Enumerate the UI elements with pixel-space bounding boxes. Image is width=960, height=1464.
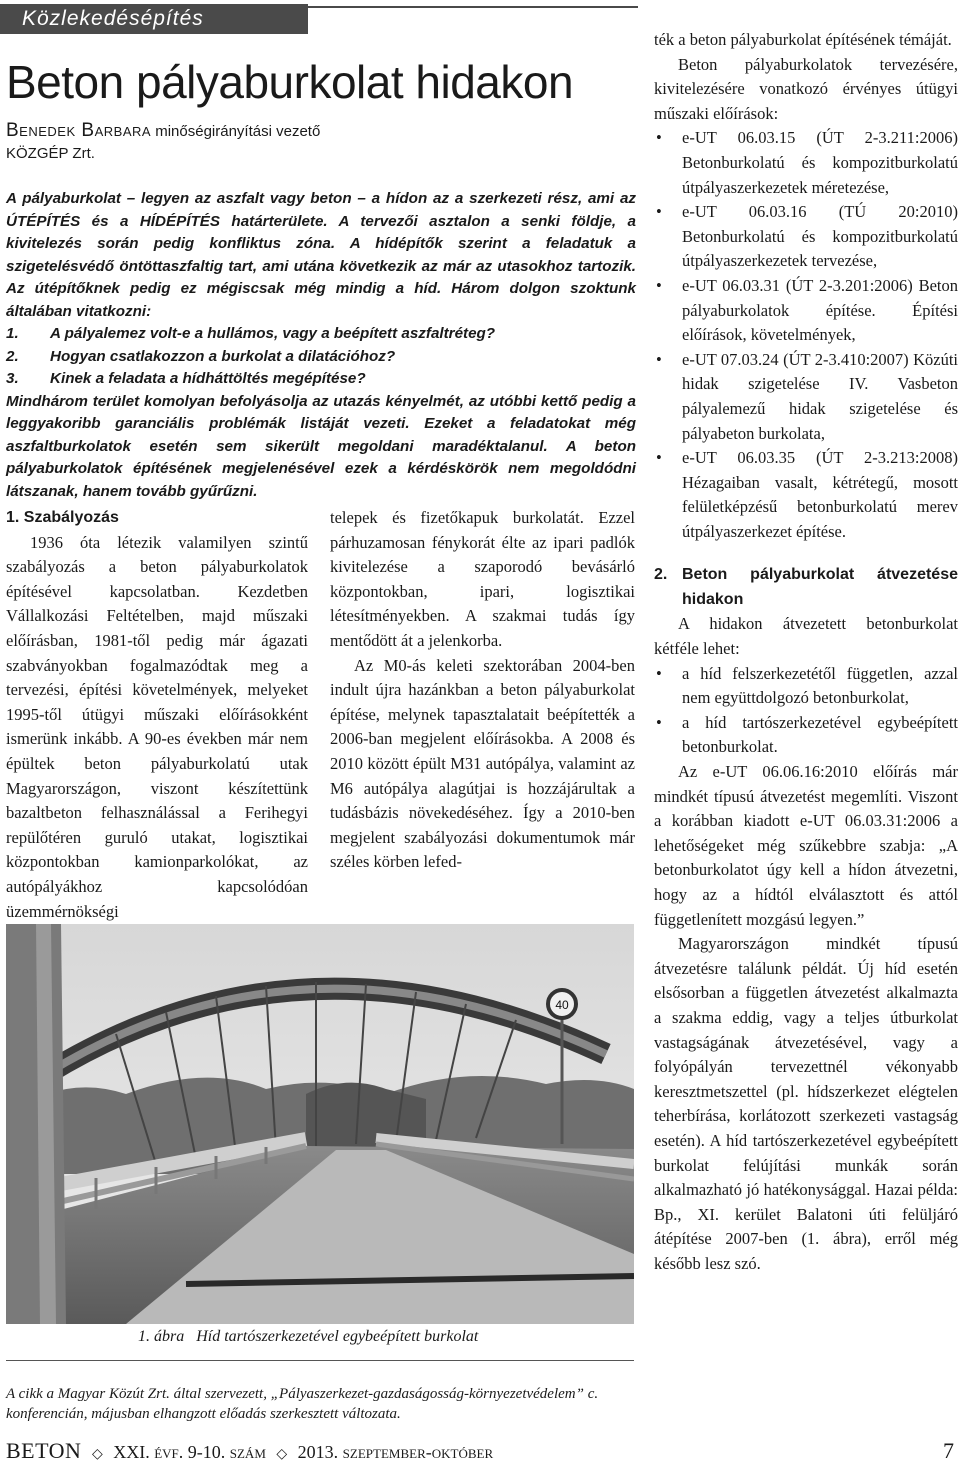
list-item: • e-UT 06.03.16 (TÚ 20:2010) Betonburkolatú és kompozitburkolatú útpályaszerkezetek tervezése, <box>654 200 958 274</box>
column-1 <box>6 506 308 924</box>
lead-intro: A pályaburkolat – legyen az aszfalt vagy beton – a hídon az a szerkezeti rész, ami az ÚTÉPÍTÉS és a HÍDÉPÍTÉS határterülete. A tervezői asztalon a senki földje, a kivitelezés során pedig konfliktus zóna. A hídépítők szerint a feladatuk a szigetelésvédő öntöttaszfaltig tart, ami utána következik az már az utasokhoz tartozik. Az útépítőknek pedig ez mégiscsak még mindig a híd. Három dolgon szoktunk általában vitatkozni: <box>6 190 636 320</box>
article-title: Beton pályaburkolat hidakon <box>6 56 574 108</box>
author-block <box>6 120 320 165</box>
lead-question: 1. A pályalemez volt-e a hullámos, vagy a beépített aszfaltréteg? <box>6 325 496 342</box>
issue-date: 2013. szeptember-október <box>297 1442 494 1462</box>
body-paragraph: telepek és fizetőkapuk burkolatát. Ezzel párhuzamosan fénykorát élte az ipari padlók kivitelezése a szaporodó bevásárló központokban, ipari, logisztikai létesítményekben. A szakmai tudás így mentődött át a jelenkorba. <box>330 508 635 650</box>
section-label: Közlekedésépítés <box>22 7 204 30</box>
section-heading-1: 1. Szabályozás <box>6 509 119 526</box>
body-paragraph: Az M0-ás keleti szektorában 2004-ben indult újra hazánkban a beton pályaburkolat építése, melynek tapasztalatait beépítették a 2006-ban megjelent előírásokba. A 2008 és 2010 között épült M31 autópálya, valamint az M6 autópálya alagútjai is hozzájárultak a tudásbázis növekedéséhez. Így a 2010-ben megjelent szabályozási dokumentumok már széles körben lefed- <box>330 655 635 872</box>
body-paragraph: Az e-UT 06.06.16:2010 előírás már mindkét típusú átvezetést megemlíti. Viszont a korábban kiadott e-UT 06.03.31:2006 a lehetőségeket még szűkebbre szabja: „A betonburkolatot úgy kell a hídon átvezetni, hogy az a hídtól elválasztott és attól függetlenített mozgású legyen.” <box>654 762 958 929</box>
bridge-photo <box>6 924 634 1324</box>
body-paragraph: ték a beton pályaburkolat építésének témáját. <box>654 30 952 49</box>
author-company: KÖZGÉP Zrt. <box>6 145 95 162</box>
body-paragraph: Beton pályaburkolatok tervezésére, kivitelezésére vonatkozó érvényes útügyi műszaki előírások: <box>654 54 958 123</box>
list-item: • a híd felszerkezetétől független, azzal nem együttdolgozó betonburkolat, <box>654 662 958 711</box>
sign-label: 40 <box>555 998 569 1012</box>
page-number: 7 <box>943 1438 954 1463</box>
page-footer <box>6 1438 493 1464</box>
list-item: • e-UT 06.03.35 (ÚT 2-3.213:2008) Hézagaiban vasalt, kétrétegű, mosott felületképzésű betonburkolatú merev útpályaszerkezet építése. <box>654 446 958 544</box>
column-3 <box>654 28 958 1277</box>
lead-question: 2. Hogyan csatlakozzon a burkolat a dilatációhoz? <box>6 347 396 365</box>
body-paragraph: A hidakon átvezetett betonburkolat kétféle lehet: <box>654 614 958 659</box>
type-list <box>654 662 958 760</box>
caption-rule <box>6 1360 634 1361</box>
author-role: minőségirányítási vezető <box>155 123 321 140</box>
lead-paragraph <box>6 188 636 503</box>
diamond-icon: ◇ <box>91 1447 103 1462</box>
section-rule <box>308 6 638 8</box>
article-note: A cikk a Magyar Közút Zrt. által szervezett, „Pályaszerkezet-gazdaságosság-környezetvédelem” c. konferencián, májusban elhangzott előadás szerkesztett változata. <box>6 1386 599 1422</box>
body-paragraph: 1936 óta létezik valamilyen szintű szabályozás a beton pályaburkolatok építésével kapcsolatban. Kezdetben Vállalkozási Feltételben, majd műszaki előírásban, 1981-től pedig már ágazati szabványokban fogalmazódtak meg a tervezési, építési követelmények, melyeket 1995-től útügyi műszaki előírásokként ismerünk inkább. A 90-es években már nem épültek beton pályaburkolatú utak Magyarországon, viszont készítettünk bazaltbeton felhasználással a Ferihegyi repülőtéren guruló utakat, logisztikai központokban kamionparkolókat, az autópályákhoz kapcsolódóan üzemmérnökségi <box>6 532 308 921</box>
journal-name: BETON <box>6 1438 82 1463</box>
lead-question: 3. Kinek a feladata a hídháttöltés megépítése? <box>6 370 366 387</box>
lead-outro: Mindhárom terület komolyan befolyásolja az utazás kényelmét, az utóbbi kettő pedig a leggyakoribb garanciális problémák listáját vezeti. Ezeket a feladatokat még aszfaltburkolatok esetén sem sikerült megoldani maradéktalanul. A beton pályaburkolatok építésének megjelenésével ezek a kérdéskörök nem megoldódni látszanak, hanem tovább gyűrűzni. <box>6 392 636 500</box>
regulation-list <box>654 126 958 544</box>
section-banner <box>0 4 308 34</box>
section-heading-2: 2. Beton pályaburkolat átvezetése hidakon <box>654 566 958 609</box>
column-2 <box>330 506 635 875</box>
list-item: • e-UT 06.03.15 (ÚT 2-3.211:2006) Betonburkolatú és kompozitburkolatú útpályaszerkezetek méretezése, <box>654 126 958 200</box>
volume-info: XXI. évf. 9-10. szám <box>113 1442 266 1462</box>
list-item: • a híd tartószerkezetével egybeépített betonburkolat. <box>654 711 958 760</box>
body-paragraph: Magyarországon mindkét típusú átvezetésre találunk példát. Új híd esetén elsősorban a független átvezetést alkalmazta a szakma eddig, vagy a teljes útburkolat vastagságának átvezetésével, vagy a folyópályán tervezettnél vékonyabb keresztmetszettel (pl. hídszerkezet elégtelen teherbírása, korlátozott szerkezeti vastagság esetén). A híd tartószerkezetével egybeépített burkolat felújítási munkák során alkalmazható jó hatékonysággal. Hazai példa: Bp., XI. kerület Balatoni úti felüljáró átépítése 2007-ben (1. ábra), erről még később lesz szó. <box>654 934 958 1273</box>
list-item: • e-UT 07.03.24 (ÚT 2-3.410:2007) Közúti hidak szigetelése IV. Vasbeton pályalemezű hidak szigetelése és pályabeton burkolata, <box>654 348 958 446</box>
list-item: • e-UT 06.03.31 (ÚT 2-3.201:2006) Beton pályaburkolatok építése. Építési előírások, követelmények, <box>654 274 958 348</box>
figure-caption: 1. ábra Híd tartószerkezetével egybeépített burkolat <box>138 1328 479 1345</box>
author-name: Benedek Barbara <box>6 120 152 141</box>
diamond-icon: ◇ <box>276 1447 288 1462</box>
